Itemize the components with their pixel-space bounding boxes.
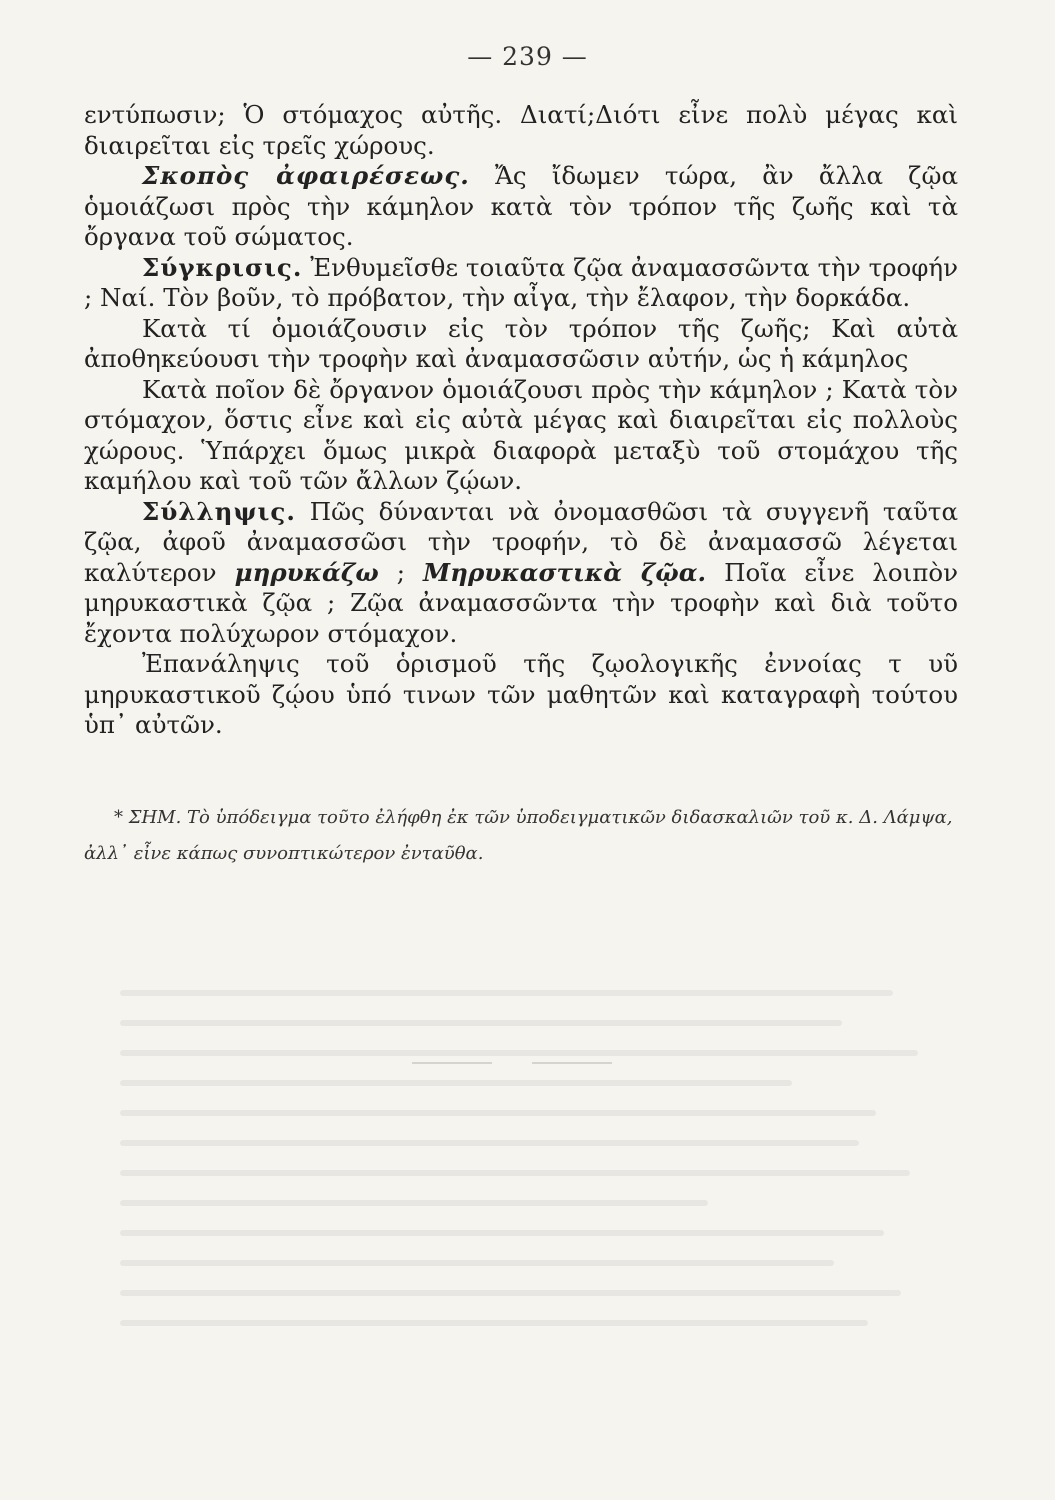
- paragraph-2: [84, 161, 958, 253]
- paragraph-text: Ποῖα εἶνε λοιπὸν μηρυκαστικὰ ζῷα ; Ζῷα ἀναμασσῶντα τὴν τροφὴν καὶ διὰ τοῦτο ἔχοντα πολύχωρον στόμαχον.: [84, 557, 958, 648]
- page-number: — 239 —: [467, 42, 588, 71]
- paragraph-5: [84, 375, 958, 497]
- paragraph-text: Κατὰ τί ὁμοιάζουσιν εἰς τὸν τρόπον τῆς ζωῆς; Καὶ αὐτὰ ἀποθηκεύουσι τὴν τροφὴν καὶ ἀναμασσῶσιν αὐτήν, ὡς ἡ κάμηλος: [84, 313, 958, 373]
- paragraph-text: Πῶς δύνανται νὰ ὀνομασθῶσι τὰ συγγενῆ ταῦτα ζῷα, ἀφοῦ ἀναμασσῶσι τὴν τροφήν, τὸ δὲ ἀναμασσῶ λέγεται καλύτερον: [84, 496, 958, 587]
- emphasized-term: μηρυκάζω: [234, 557, 379, 587]
- bleed-through-text: [120, 990, 960, 1410]
- paragraph-3: [84, 253, 958, 314]
- section-heading: Σκοπὸς ἀφαιρέσεως.: [142, 161, 470, 190]
- section-heading: Σύγκρισις.: [142, 252, 303, 282]
- paragraph-6: [84, 497, 958, 650]
- paragraph-text: εντύπωσιν; Ὁ στόμαχος αὐτῆς. Διατί;Διότι εἶνε πολὺ μέγας καὶ διαιρεῖται εἰς τρεῖς χώρους.: [84, 100, 958, 160]
- paragraph-text: Ἄς ἴδωμεν τώρα, ἂν ἄλλα ζῷα ὁμοιάζωσι πρὸς τὴν κάμηλον κατὰ τὸν τρόπον τῆς ζωῆς καὶ τὰ ὄργανα τοῦ σώματος.: [84, 161, 958, 251]
- paragraph-text: Ἐνθυμεῖσθε τοιαῦτα ζῷα ἀναμασσῶντα τὴν τροφήν ; Ναί. Τὸν βοῦν, τὸ πρόβατον, τὴν αἶγα, τὴν ἔλαφον, τὴν δορκάδα.: [84, 252, 958, 312]
- paragraph-text: ;: [378, 557, 424, 587]
- emphasized-term: Μηρυκαστικὰ ζῷα.: [423, 557, 707, 587]
- paragraph-4: [84, 314, 958, 375]
- paragraph-7: [84, 649, 958, 741]
- footnote: [84, 800, 958, 872]
- section-heading: Σύλληψις.: [142, 496, 296, 526]
- paragraph-text: Ἐπανάληψις τοῦ ὁρισμοῦ τῆς ζῳολογικῆς ἐννοίας τ υῦ μηρυκαστικοῦ ζῴου ὑπό τινων τῶν μαθητῶν καὶ καταγραφὴ τούτου ὑπ᾽ αὐτῶν.: [84, 649, 958, 739]
- footnote-text: * ΣΗΜ. Τὸ ὑπόδειγμα τοῦτο ἐλήφθη ἐκ τῶν ὑποδειγματικῶν διδασκαλιῶν τοῦ κ. Δ. Λάμψα, ἀλλ᾽ εἶνε κάπως συνοπτικώτερον ἐνταῦθα.: [84, 807, 953, 864]
- paragraph-text: Κατὰ ποῖον δὲ ὄργανον ὁμοιάζουσι πρὸς τὴν κάμηλον ; Κατὰ τὸν στόμαχον, ὅστις εἶνε καὶ εἰς αὐτὰ μέγας καὶ διαιρεῖται εἰς πολλοὺς χώρους. Ὑπάρχει ὅμως μικρὰ διαφορὰ μεταξὺ τοῦ στομάχου τῆς καμήλου καὶ τοῦ τῶν ἄλλων ζῴων.: [84, 374, 958, 495]
- paragraph-1: [84, 100, 958, 161]
- main-text: [84, 100, 958, 741]
